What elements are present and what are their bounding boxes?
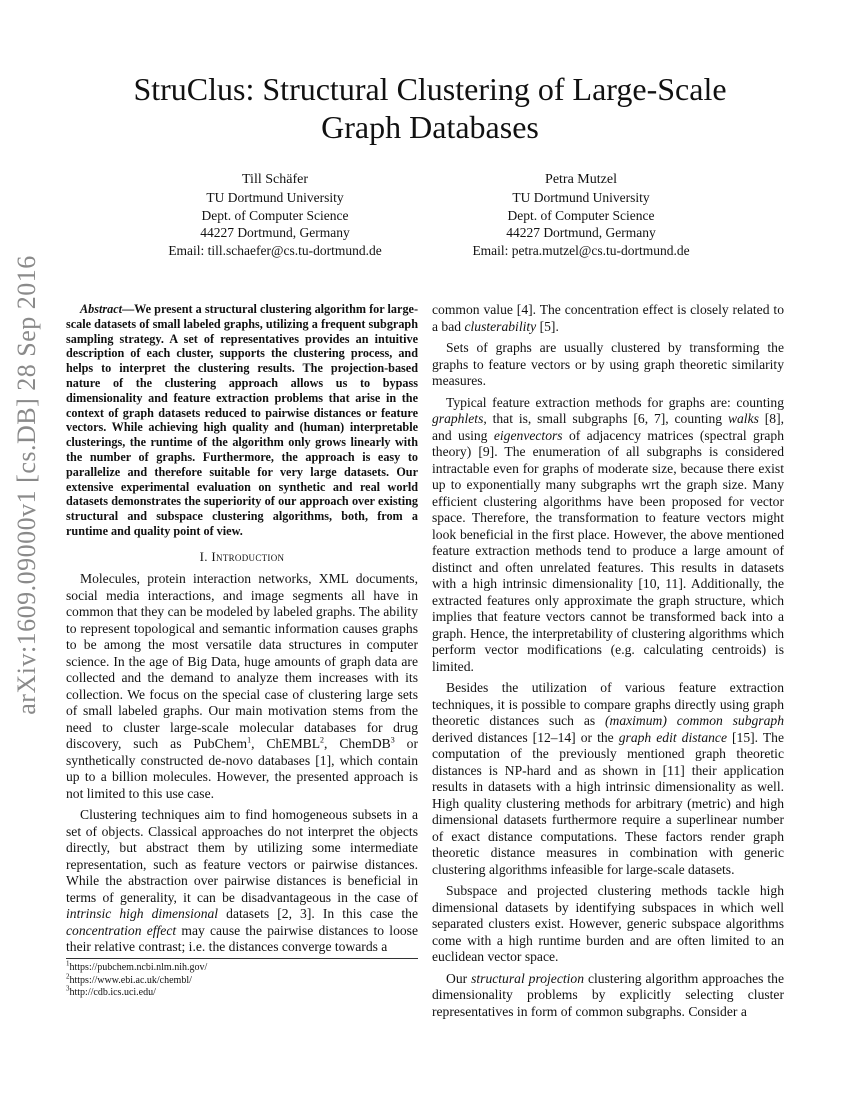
- footnote-mark: 3: [390, 735, 395, 745]
- right-column: [432, 302, 784, 1025]
- right-paragraph-6: [432, 971, 784, 1021]
- emphasis: graph edit distance: [618, 729, 727, 745]
- emphasis: graphlets: [432, 411, 484, 426]
- text-run: derived distances [12–14] or the: [432, 729, 619, 745]
- footnote-link[interactable]: https://www.ebi.ac.uk/chembl/: [69, 974, 192, 986]
- author-dept: Dept. of Computer Science: [507, 207, 655, 223]
- text-run: Our: [446, 970, 472, 986]
- footnote-mark: 1: [247, 735, 252, 745]
- emphasis: walks: [727, 411, 759, 426]
- emphasis: (maximum) common subgraph: [604, 713, 784, 728]
- footnote-3: [66, 984, 418, 1000]
- footnote-link[interactable]: http://cdb.ics.uci.edu/: [69, 987, 156, 998]
- footnote-number: 2: [66, 972, 70, 981]
- footnote-link[interactable]: https://pubchem.ncbi.nlm.nih.gov/: [69, 962, 208, 973]
- right-paragraph-5: Subspace and projected clustering methods tackle high dimensional datasets by identifying subspaces in which well separated clusters exist. However, generic subspace algorithms come with a high runtime burden and are often limited to an euclidean vector space.: [432, 883, 784, 964]
- arxiv-stamp: [2, 255, 52, 715]
- author-university: TU Dortmund University: [206, 190, 344, 205]
- title-line-2: Graph Databases: [321, 109, 539, 145]
- text-run: Typical feature extraction methods for graphs are: counting: [446, 394, 784, 410]
- author-dept: Dept. of Computer Science: [201, 207, 349, 223]
- intro-paragraph-1: [66, 571, 418, 802]
- author-block-2: [436, 171, 726, 259]
- text-run: datasets [2, 3]. In this case the: [218, 906, 418, 922]
- emphasis: clusterability: [464, 318, 537, 334]
- abstract-text: —We present a structural clustering algorithm for large-scale datasets of small labeled graphs, utilizing a frequent subgraph sampling strategy. A set of representatives provides an intuitive description of each cluster, supports the clustering process, and helps to interpret the clustering results. The projection-based nature of the clustering approach allows us to bypass dimensionality and feature extraction problems that arise in the context of graph datasets reduced to pairwise distances or feature vectors. While achieving high quality and (human) interpretable clusterings, the runtime of the algorithm only grows linearly with the number of graphs. Furthermore, the approach is easy to parallelize and therefore suitable for very large datasets. Our extensive experimental evaluation on synthetic and real world datasets demonstrates the superiority of our approach over existing structural and subspace clustering algorithms, both, from a runtime and quality point of view.: [66, 302, 418, 538]
- text-run: , ChemDB: [324, 736, 391, 752]
- text-run: [5].: [536, 318, 559, 334]
- paper-title: [60, 70, 800, 146]
- right-paragraph-4: [432, 680, 784, 878]
- abstract-label: Abstract: [80, 302, 122, 316]
- text-run: , that is, small subgraphs [6, 7], counting: [483, 411, 728, 426]
- abstract: [66, 302, 418, 539]
- text-run: clustering algorithm approaches the dimensionality problems by explicitly selecting cluster representatives in form of common subgraphs. Consider a: [432, 970, 784, 1019]
- text-run: [15]. The computation of the previously mentioned graph theoretic distances is NP-hard and as shown in [11] their application results in datasets with a high intrinsic dimensionality as well. High quality clustering methods for arbitrary (metric) and high dimensional datasets furthermore require a superlinear number of exact distance computations. These factors render graph theoretic distance measures in combination with generic clustering algorithms infeasible for large-scale datasets.: [432, 729, 784, 877]
- text-run: Besides the utilization of various feature extraction techniques, it is possible to compare graphs directly using graph theoretic distances such as: [432, 680, 784, 728]
- emphasis: structural projection: [471, 970, 585, 986]
- footnote-mark: 2: [320, 735, 325, 745]
- text-run: [8], and using: [432, 411, 784, 443]
- footnotes: [66, 958, 418, 1000]
- section-title: Introduction: [211, 548, 285, 564]
- text-run: common value [4]. The concentration effect is closely related to a bad: [432, 302, 784, 334]
- text-run: or synthetically constructed de-novo databases [1], which contain up to a billion molecules. However, the presented approach is not limited to this use case.: [66, 736, 418, 801]
- emphasis: concentration effect: [66, 922, 177, 938]
- section-heading: [66, 549, 418, 566]
- author-city: 44227 Dortmund, Germany: [506, 225, 656, 240]
- footnote-1: [66, 959, 418, 975]
- author-city: 44227 Dortmund, Germany: [200, 225, 350, 240]
- text-run: , ChEMBL: [251, 736, 321, 752]
- author-block-1: [130, 171, 420, 259]
- author-name: Till Schäfer: [242, 172, 308, 187]
- left-column: [66, 302, 418, 961]
- author-university: TU Dortmund University: [512, 190, 650, 205]
- text-run: Molecules, protein interaction networks, XML documents, social media interactions, and image segments all have in common that they can be modeled by labeled graphs. The ability to represent topological and semantic information causes graphs to be among the most versatile data structures in computer science. In the age of Big Data, huge amounts of graph data are collected and the demand to analyze them increases with its collection. We focus on the special case of clustering large sets of small labeled graphs. Our main motivation stems from the need to cluster large-scale molecular databases for drug discovery, such as PubChem: [66, 571, 418, 752]
- right-paragraph-3: [432, 395, 784, 676]
- footnote-number: 3: [66, 984, 70, 993]
- author-email: Email: petra.mutzel@cs.tu-dortmund.de: [472, 242, 690, 258]
- author-name: Petra Mutzel: [545, 172, 617, 187]
- title-line-1: StruClus: Structural Clustering of Large-Scale: [133, 71, 727, 107]
- right-paragraph-1: [432, 302, 784, 335]
- footnote-2: [66, 972, 418, 988]
- text-run: may cause the pairwise distances to loose their relative contrast; i.e. the distances converge towards a: [66, 922, 418, 955]
- emphasis: intrinsic high dimensional: [66, 906, 219, 922]
- section-number: I.: [199, 548, 208, 564]
- arxiv-identifier: arXiv:1609.09000v1 [cs.DB] 28 Sep 2016: [12, 255, 42, 715]
- right-paragraph-2: Sets of graphs are usually clustered by transforming the graphs to feature vectors or by using graph theoretic similarity measures.: [432, 340, 784, 388]
- footnote-number: 1: [66, 959, 70, 968]
- text-run: Clustering techniques aim to find homogeneous subsets in a set of objects. Classical approaches do not interpret the objects directly, but abstract them by utilizing some intermediate representation, such as feature vectors or pairwise distances. While the abstraction over pairwise distances is beneficial in terms of generality, it can be disadvantageous in the case of: [66, 807, 418, 905]
- author-email: Email: till.schaefer@cs.tu-dortmund.de: [168, 242, 382, 258]
- intro-paragraph-2: [66, 807, 418, 956]
- text-run: of adjacency matrices (spectral graph theory) [9]. The enumeration of all subgraphs is considered intractable even for graphs of moderate size, because there exist up to exponentially many subgraphs wrt the graph size. Many efficient clustering algorithms have been proposed for vector space. Therefore, the transformation to feature vectors might look beneficial in the first place. However, the above mentioned feature extraction methods tend to produce a large amount of distinct and often unrelated features. This results in datasets with a high intrinsic dimensionality [10, 11]. Additionally, the extracted features only approximate the graph structure, which implies that feature vectors cannot be transformed back into a graph. Hence, the interpretability of clustering algorithms which perform vector modifications (e.g. calculating centroids) is limited.: [432, 427, 784, 674]
- emphasis: eigenvectors: [493, 427, 563, 443]
